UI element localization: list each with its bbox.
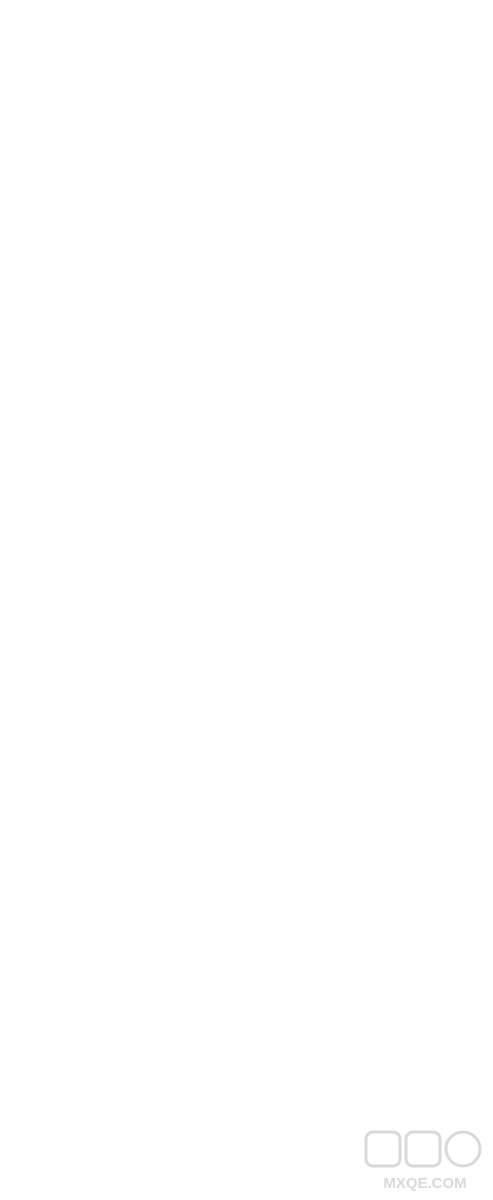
svg-text:MXQE.COM: MXQE.COM — [383, 1175, 467, 1192]
watermark-logo-icon — [362, 1126, 488, 1196]
unit-title — [14, 26, 480, 50]
page-content — [14, 15, 480, 51]
